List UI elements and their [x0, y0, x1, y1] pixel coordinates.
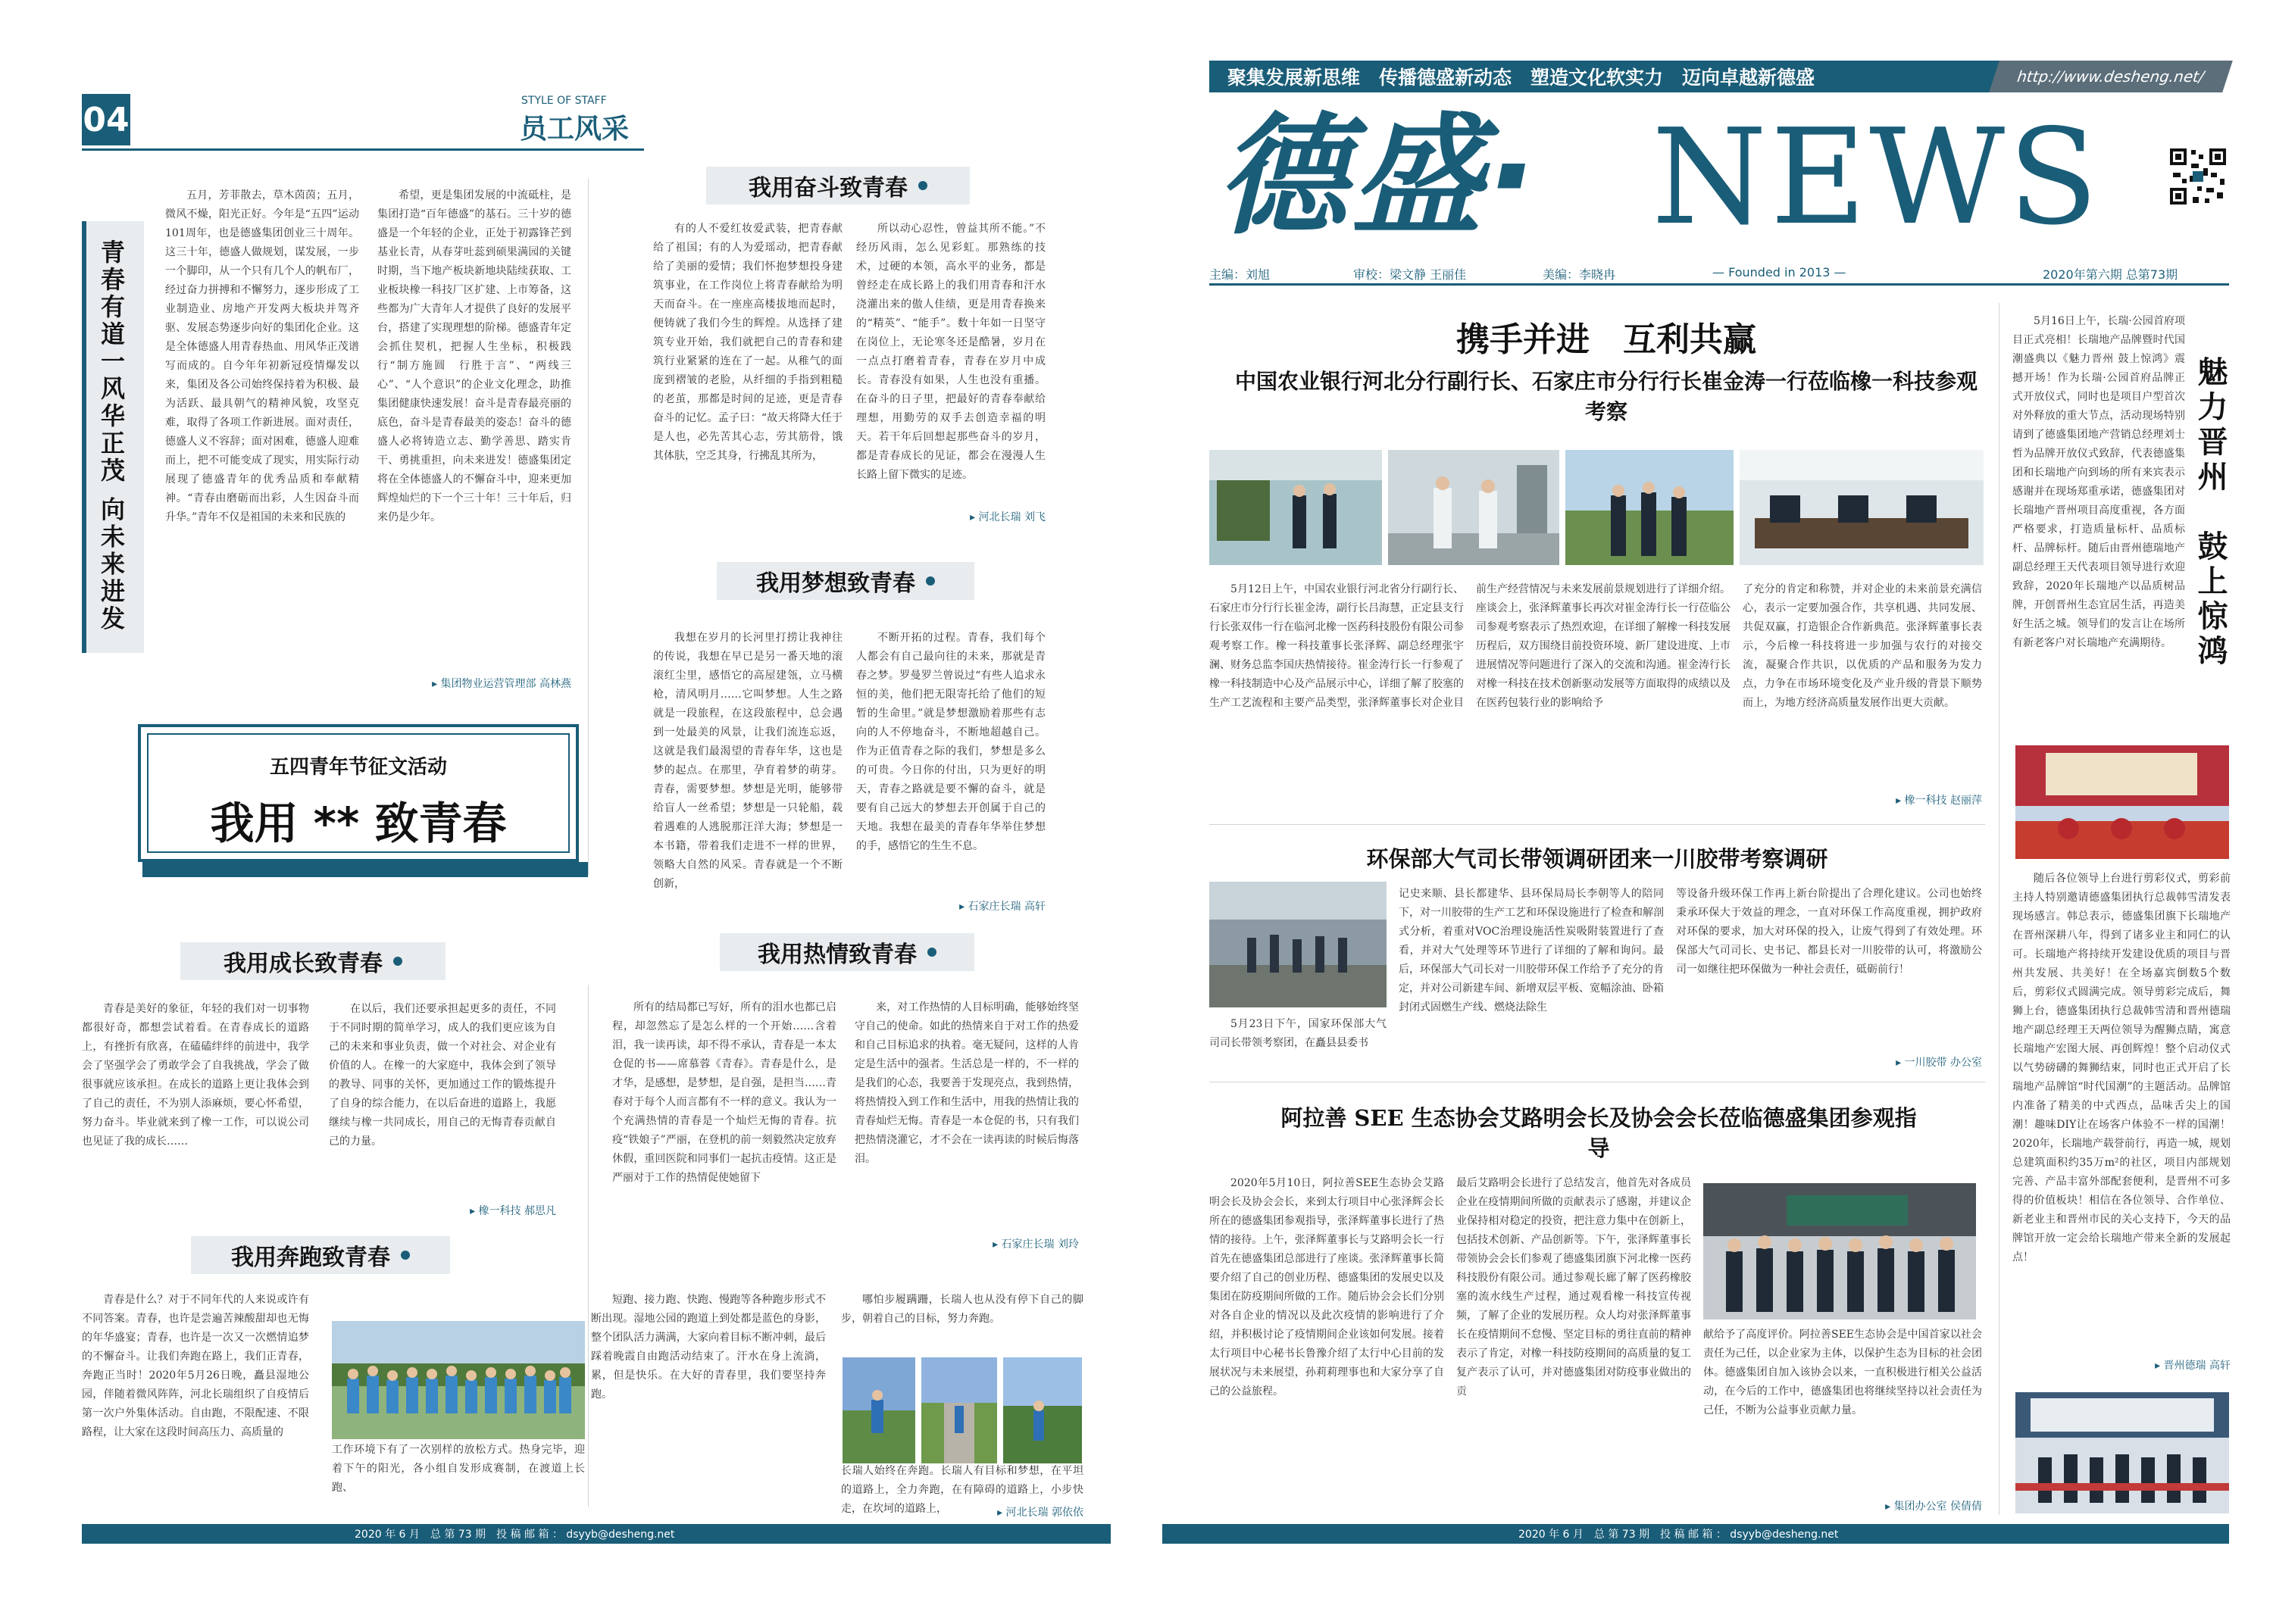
a1-image-1 [1209, 450, 1382, 565]
top-rule-left [82, 148, 644, 151]
title-dream: 我用梦想致青春 [717, 562, 974, 600]
passion-col-1: 所有的结局都已写好，所有的泪水也都已启程，却忽然忘了是怎么样的一个开始……含着泪，我一读再读，却不得不承认，青春是一本太仓促的书——席慕蓉《青春》。青春是什么，是才华，是感想，是梦想，是自强，是担当……青春对于每个人而言都有不一样的意义。我认为一个充满热情的青春是一个灿烂无悔的青春。抗疫“铁娘子”严丽，在登机的前一刻毅然决定放弃休假，重回医院和同事们一起抗击疫情。这正是严丽对于工作的热情促使她留下 [612, 1001, 836, 1184]
a3-col-1: 2020年5月10日，阿拉善SEE生态协会艾路明会长及协会会长，来到太行项目中心张泽辉会长所在的德盛集团参观指导，张泽辉董事长进行了热情的接待。上午，张泽辉董事长与艾路明会长一行首先在德盛集团总部进行了座谈。张泽辉董事长简要介绍了自己的创业历程、德盛集团的发展史以及集团在防疫期间所做的工作。随后协会会长们分别对各自企业的情况以及此次疫情的影响进行了介绍，并积极讨论了疫情期间企业该如何发展。接着太行项目中心秘书长鲁豫介绍了太行中心目前的发展状况与未来展望，孙莉莉理事也和大家分享了自己的公益旅程。 [1209, 1177, 1444, 1398]
event-title: 我用 ** 致青春 [210, 798, 507, 849]
passion-col-2: 来，对工作热情的人目标明确，能够始终坚守自己的使命。如此的热情来自于对工作的热爱和自己目标追求的执着。毫无疑问，这样的人肯定是生活中的强者。生活总是一样的，不一样的是我们的心态，我要善于发现亮点，我到热情，将热情投入到工作和生活中，用我的热情让我的青春灿烂无悔。青春是一本仓促的书，只有我们把热情浇灌它，才不会在一读再读的时候后悔落泪。 [855, 1001, 1079, 1165]
left-page [0, 0, 1136, 1624]
title-dot [927, 948, 936, 957]
side-image-1 [2015, 745, 2229, 859]
event-subtitle: 五四青年节征文活动 [269, 756, 447, 779]
a1-photo-3 [1565, 450, 1734, 565]
run-col-3b: 长瑞人始终在奔跑。长瑞人有目标和梦想，在平坦的道路上，全力奔跑，在有障碍的道路上，小步快走，在坎坷的道路上， [841, 1465, 1083, 1515]
a2-credit: ▸ 一川胶带 办公室 [1676, 1054, 1982, 1070]
title-dot [918, 181, 927, 190]
a1-photo-1 [1209, 450, 1382, 565]
run-caption: 工作环境下有了一次别样的放松方式。热身完毕，迎着下午的阳光，各小组自发形成赛制，在渡道上长跑、 [332, 1444, 585, 1494]
passion-credit: ▸ 石家庄长瑞 刘玲 [855, 1236, 1079, 1251]
side-text-2: 随后各位领导上台进行剪彩仪式，剪彩前主持人特别邀请德盛集团执行总裁韩雪清发表现场感言。韩总表示，德盛集团旗下长瑞地产在晋州深耕八年，得到了诸多业主和同仁的认可。长瑞地产将持续开发建设优质的项目与晋州共发展、共美好！在全场嘉宾倒数5个数后，剪彩仪式圆满完成。领导剪彩完成后，舞狮上台，德盛集团执行总裁韩雪清和晋州德瑞地产副总经理王天两位领导为醒狮点睛，寓意长瑞地产宏图大展、再创辉煌！整个启动仪式以气势磅礴的舞狮结束，同时也正式开启了长瑞地产品牌馆“时代国潮”的主题活动。品牌馆内准备了精美的中式西点，品味舌尖上的国潮！趣味DIY让在场客户体验不一样的国潮！2020年，长瑞地产载誉前行，再造一城，规划总建筑面积约35万m²的社区，项目内部规划完善、产品丰富外部配套便利，是晋州不可多得的价值板块！相信在各位领导、合作单位、新老业主和晋州市民的关心支持下，今天的品牌馆开放一定会给长瑞地产带来全新的发展起点！ [2012, 873, 2231, 1263]
meta-review: 审校：梁文静 王丽佳 [1353, 267, 1467, 282]
divider-v2 [588, 985, 589, 1507]
event-box [138, 724, 579, 862]
intro-credit: ▸ 集团物业运营管理部 高林燕 [377, 676, 571, 691]
a2-col-2: 记史来顺、县长都建华、县环保局局长李朝等人的陪同下，对一川胶带的生产工艺和环保设施进行了检查和解剖式分析，着重对VOC治理设施活性炭吸附装置进行了查看，并对大气处理等环节进行了详细的了解和询问。最后，环保部大气司长对一川胶带环保工作给予了充分的肯定，并对公司新建车间、新增双层平板、宽幅涂油、卧箱封闭式固燃生产线、燃烧法除生 [1399, 888, 1664, 1013]
a1-title: 携手并进 互利共赢 [1456, 320, 1756, 359]
event-box-shadow [142, 862, 588, 877]
meta-founded: — Founded in 2013 — [1712, 265, 1846, 280]
a1-col-2: 前生产经营情况与未来发展前景规划进行了详细介绍。座谈会上，张泽辉董事长再次对崔金涛行长一行莅临公司参观考察表示了热烈欢迎，在详细了解橡一科技发展历程后，双方围绕目前投资环境、新厂建设进度、上市进展情况等问题进行了深入的交流和沟通。崔金涛行长对橡一科技在技术创新驱动发展等方面取得的成绩以及在医药包装行业的影响给予 [1476, 583, 1731, 709]
side-photo-1 [2015, 745, 2229, 859]
growth-credit: ▸ 橡一科技 郝思凡 [329, 1203, 556, 1218]
side-text-1: 5月16日上午，长瑞·公园首府项目正式亮相！长瑞地产品牌暨时代国潮盛典以《魅力晋州 鼓上惊鸿》震撼开场！作为长瑞·公园首府品牌正式开放仪式，同时也是项目户型首次对外释放的重大节点，活动现场特别请到了德盛集团地产营销总经理刘士哲为品牌开放仪式致辞，代表德盛集团和长瑞地产向到场的所有来宾表示感谢并在现场郑重承诺，德盛集团对长瑞地产晋州项目高度重视，各方面严格要求，打造质量标杆、品质标杆、品牌标杆。随后由晋州德瑞地产副总经理王天代表项目领导进行欢迎致辞，2020年长瑞地产以品质树品牌，开创晋州生态宜居生活，再造美好生活之城。领导们的发言让在场所有新老客户对长瑞地产充满期待。 [2012, 315, 2185, 649]
title-passion: 我用热情致青春 [720, 933, 974, 971]
title-dot [393, 957, 402, 966]
a2-col-3: 等设备升级环保工作再上新台阶提出了合理化建议。公司也始终秉承环保大于效益的理念，一直对环保工作高度重视，拥护政府对环保的要求，加大对环保的投入，让废气得到了有效处理。环保部大气司司长、史书记、都县长对一川胶带的认可，将激励公司一如继往把环保做为一种社会责任，砥砺前行！ [1676, 888, 1982, 976]
masthead-en: NEWS [1652, 101, 2102, 255]
running-team-image [332, 1321, 585, 1439]
site-url: http://www.desheng.net/ [1989, 61, 2233, 92]
page-number: 04 [82, 94, 130, 145]
struggle-credit: ▸ 河北长瑞 刘飞 [856, 509, 1046, 524]
title-dot [926, 576, 935, 586]
title-struggle: 我用奋斗致青春 [706, 167, 970, 205]
slogan-bar: 聚集发展新思维 传播德盛新动态 塑造文化软实力 迈向卓越新德盛 [1209, 61, 2011, 92]
growth-col-1: 青春是美好的象征，年轻的我们对一切事物都很好奇，都想尝试着看。在青春成长的道路上，有挫折有欣喜，在磕磕绊绊的前进中，我学会了坚强学会了勇敢学会了自我挑战，学会了做很事就应该承担。在成长的道路上更让我体会到了自己的责任，不为别人添麻烦，要心怀希望，努力奋斗。毕业就来到了橡一工作，可以说公司也见证了我的成长…… [82, 1003, 309, 1148]
meta-issue: 2020年第六期 总第73期 [2043, 267, 2178, 282]
a2-photo [1209, 882, 1387, 1007]
struggle-col-2: 所以动心忍性，曾益其所不能。”不经历风雨，怎么见彩虹。那熟练的技术，过硬的本领，高水平的业务，都是曾经走在成长路上的我们用青春和汗水浇灌出来的傲人佳绩，更是用青春换来的“精英”、“能手”。数十年如一日坚守在岗位上，无论寒冬还是酷暑，岁月在一点点打磨着青春，青春在岁月中成长。青春没有如果，人生也没有重播。在奋斗的日子里，把最好的青春奉献给理想，用勤劳的双手去创造幸福的明天。若干年后回想起那些奋斗的岁月，都是青春成长的见证，都会在漫漫人生长路上留下微实的足迹。 [856, 223, 1046, 481]
photo-running-2 [921, 1357, 997, 1463]
a1-bottom-rule [1209, 824, 1985, 825]
founded-text: Founded in 2013 [1728, 265, 1831, 280]
a1-subtitle: 中国农业银行河北分行副行长、石家庄市分行行长崔金涛一行莅临橡一科技参观考察 [1234, 369, 1978, 424]
a2-title: 环保部大气司长带领调研团来一川胶带考察调研 [1366, 846, 1828, 872]
side-photo-2 [2015, 1392, 2229, 1513]
a1-col-1: 5月12日上午，中国农业银行河北省分行副行长、石家庄市分行行长崔金涛，副行长吕海慧，正定县支行行长张双伟一行在临河北橡一医药科技股份有限公司参观考察工作。橡一科技董事长张泽辉、副总经理张宇澜、财务总监李国庆热情接待。崔金涛行长一行参观了橡一科技制造中心及产品展示中心，详细了解了胶塞的生产工艺流程和主要产品类型，张泽辉董事长对企业目 [1209, 583, 1464, 709]
run-col-3a: 哪怕步履蹒跚，长瑞人也从没有停下自己的脚步，朝着自己的目标，努力奔跑。 [841, 1294, 1083, 1325]
footer-right: 2020 年 6 月 总 第 73 期 投 稿 邮 箱 ： dsyyb@desheng.net [1162, 1524, 2229, 1544]
title-growth: 我用成长致青春 [180, 942, 446, 980]
dream-credit: ▸ 石家庄长瑞 高轩 [856, 898, 1046, 914]
struggle-col-1: 有的人不爱红妆爱武装，把青春献给了祖国；有的人为爱瑶动，把青春献给了美丽的爱情；我们怀抱梦想投身建筑事业，在工作岗位上将青春献给为明天而奋斗。在一座座高楼拔地而起时，便铸就了我们今生的辉煌。从选择了建筑专业开始，我们就把自己的青春和建筑行业紧紧的连在了一起。从稚气的面庞到褶皱的老脸，从纤细的手指到粗糙的老茧，那都是时间的足迹，更是青春奋斗的记忆。孟子曰：“故天将降大任于是人也，必先苦其心志，劳其筋骨，饿其体肤，空乏其身，行拂乱其所为， [653, 223, 843, 462]
a1-col-3: 了充分的肯定和称赞，并对企业的未来前景充满信心，表示一定要加强合作，共享机遇、共同发展、共促双赢，打造银企合作新典范。张泽辉董事长表示，今后橡一科技将进一步加强与农行的对接交流，凝聚合作共识，以优质的产品和服务为发力点，力争在市场环境变化及产业升级的背景下顺势而上，为地方经济高质量发展作出更大贡献。 [1743, 583, 1982, 709]
run-col-2: 短跑、接力跑、快跑、慢跑等各种跑步形式不断出现。湿地公园的跑道上到处都是蓝色的身影，整个团队活力满满，大家向着目标不断冲刺，最后踩着晚霞自由跑活动结束了。汗水在身上流淌，累，但是快乐。在大好的青春里，我们要坚持奔跑。 [591, 1294, 826, 1401]
runner-image-3 [1003, 1357, 1082, 1463]
a3-credit: ▸ 集团办公室 侯倩倩 [1703, 1498, 1982, 1513]
section-cn: 员工风采 [520, 114, 630, 145]
a1-image-2 [1388, 450, 1559, 565]
side-credit: ▸ 晋州德瑞 高轩 [2012, 1357, 2231, 1373]
meta-art: 美编：李晓冉 [1543, 267, 1616, 282]
meta-editor: 主编：刘旭 [1209, 267, 1271, 282]
a3-title: 阿拉善 SEE 生态协会艾路明会长及协会会长莅临德盛集团参观指导 [1280, 1105, 1917, 1161]
a3-col-3: 献给予了高度评价。阿拉善SEE生态协会是中国首家以社会责任为己任，以企业家为主体，以保护生态为目标的社会团体。德盛集团自加入该协会以来，一直积极进行相关公益活动，在今后的工作中，德盛集团也将继续坚持以社会责任为己任，不断为公益事业贡献力量。 [1703, 1329, 1982, 1416]
a2-caption: 5月23日下午，国家环保部大气司司长带领考察团，在矗县县委书 [1209, 1018, 1387, 1049]
a3-photo [1703, 1183, 1976, 1320]
title-dot [401, 1251, 410, 1260]
side-title: 魅力晋州 鼓上惊鸿 [2193, 356, 2228, 670]
qr-code-icon [2167, 145, 2229, 208]
side-image-2 [2015, 1392, 2229, 1513]
a1-photo-4 [1740, 450, 1984, 565]
title-run: 我用奔跑致青春 [191, 1236, 450, 1274]
section-en: STYLE OF STAFF [521, 95, 607, 107]
dream-col-1: 我想在岁月的长河里打捞让我神往的传说，我想在早已是另一番天地的滚滚红尘里，感悟它的高屋建瓴，立马横枪，清风明月……它叫梦想。人生之路就是一段旅程，在这段旅程中，总会遇到一处最美的风景，让我们流连忘返，这就是我们最渴望的青春年华，这也是梦的起点。在那里，孕育着梦的萌芽。青春，需要梦想。梦想是光明，能够带给盲人一丝希望；梦想是一只轮船，载着遇难的人逃脱那汪洋大海；梦想是一本书籍，带着我们走进不一样的世界，领略大自然的风采。青春就是一个不断创新， [653, 632, 843, 890]
a2-image [1209, 882, 1387, 1007]
a3-image [1703, 1183, 1976, 1320]
event-box-inner [147, 733, 570, 853]
divider-v1 [588, 179, 589, 876]
footer-left: 2020 年 6 月 总 第 73 期 投 稿 邮 箱 ： dsyyb@desheng.net [82, 1524, 1111, 1544]
intro-col-2: 希望，更是集团发展的中流砥柱，是集团打造“百年德盛”的基石。三十岁的德盛是一个年轻的企业，正处于初露锋芒到基业长青，从春芽吐蕊到硕果满园的关键时期，当下地产板块新地块陆续获取、工业板块橡一科技厂区扩建、上市筹备，这些都为广大青年人才提供了良好的发展平台，搭建了实现理想的阶梯。德盛青年定会抓住契机，把握人生坐标，积极践行“制方施圆 行胜于言”、“两线三心”、“人个意识”的企业文化理念，助推集团健康快速发展！奋斗是青春最亮丽的底色，奋斗是青春最美的姿态！奋斗的德盛人必将铸造立志、勤学善思、踏实肯干、勇挑重担，向未来进发！德盛集团定将在全体德盛人的不懈奋斗中，迎来更加辉煌灿烂的下一个三十年！三十年后，归来仍是少年。 [377, 189, 571, 523]
photo-running-3 [1003, 1357, 1082, 1463]
runner-image-2 [921, 1357, 997, 1463]
right-page [1136, 0, 2273, 1624]
run-col-1: 青春是什么？对于不同年代的人来说或许有不同答案。青春，也许是尝遍苦辣酸甜却也无悔的年华盛宴；青春，也许是一次又一次燃情追梦的不懈奋斗。让我们奔跑在路上，我们正青春，奔跑正当时！2020年5月26日晚，矗县湿地公园，伴随着微风阵阵，河北长瑞组织了自疫情后第一次户外集体活动。自由跑，不限配速、不限路程，让大家在这段时间高压力、高质量的 [82, 1294, 309, 1438]
runner-image-1 [843, 1357, 915, 1463]
photo-running-1 [843, 1357, 915, 1463]
a1-image-4 [1740, 450, 1984, 565]
photo-running-team [332, 1321, 585, 1439]
intro-col-1: 五月，芳菲散去，草木茵茵；五月，微风不燥，阳光正好。今年是“五四”运动101周年，也是德盛集团创业三十周年。这三十年，德盛人做规划，谋发展，一步一个脚印，从一个只有几个人的帆布厂，经过奋力拼搏和不懈努力，逐步形成了工业制造业、房地产开发两大板块并驾齐驱、发展态势逐步向好的集团化企业。这是全体德盛人用青春热血、用风华正茂谱写而成的。自今年年初新冠疫情爆发以来，集团及各公司始终保持着为积极、最为活跃、最具朝气的精神风貌，攻坚克难，取得了各项工作新进展。面对责任，德盛人义不容辞；面对困难，德盛人迎难而上，把不可能变成了现实，用实际行动展现了德盛青年的优秀品质和奉献精神。“青春由磨砺而出彩，人生因奋斗而升华。”青年不仅是祖国的未来和民族的 [165, 189, 359, 523]
vertical-title: 青春有道一风华正茂 向未来进发 [82, 221, 144, 653]
a3-col-2: 最后艾路明会长进行了总结发言，他首先对各成员企业在疫情期间所做的贡献表示了感谢，并建议企业保持相对稳定的投资，把注意力集中在创新上，包括技术创新、产品创新等。下午，张泽辉董事长带领协会会长们参观了德盛集团旗下河北橡一医药科技股份有限公司。通过参观长廊了解了医药橡胶塞的流水线生产过程，通过观看橡一科技宣传视频，了解了企业的发展历程。众人均对张泽辉董事长在疫情期间不怠慢、坚定目标的勇往直前的精神表示了肯定，对橡一科技防疫期间的高质量的复工复产表示了认可，并对德盛集团对防疫事业做出的贡 [1456, 1177, 1691, 1398]
a1-image-3 [1565, 450, 1734, 565]
meta-rule [1209, 283, 2229, 286]
a1-photo-2 [1388, 450, 1559, 565]
dream-col-2: 不断开拓的过程。青春，我们每个人都会有自己最向往的未来，那就是青春之梦。罗曼罗兰曾说过“有些人追求永恒的美，他们把无限寄托给了他们的短暂的生命里。”就是梦想激励着那些有志向的人不停地奋斗，不断地超越自己。作为正值青春之际的我们，梦想是多么的可贵。今日你的付出，只为更好的明天，青春之路就是要不懈的奋斗，就是要有自己远大的梦想去开创属于自己的天地。我想在最美的青春年华举住梦想的手，感悟它的生生不息。 [856, 632, 1046, 852]
run-credit: ▸ 河北长瑞 郭依依 [841, 1504, 1083, 1519]
masthead-cn: 德盛· [1217, 100, 1541, 252]
a1-credit: ▸ 橡一科技 赵丽萍 [1743, 792, 1982, 807]
growth-col-2: 在以后，我们还要承担起更多的责任，不同于不同时期的简单学习，成人的我们更应该为自己的未来和事业负责，做一个对社会、对企业有价值的人。在橡一的大家庭中，我体会到了领导的教导、同事的关怀，更加通过工作的锻炼提升了自身的综合能力，在以后奋进的道路上，我愿继续与橡一共同成长，用自己的无悔青春贡献自己的力量。 [329, 1003, 556, 1148]
